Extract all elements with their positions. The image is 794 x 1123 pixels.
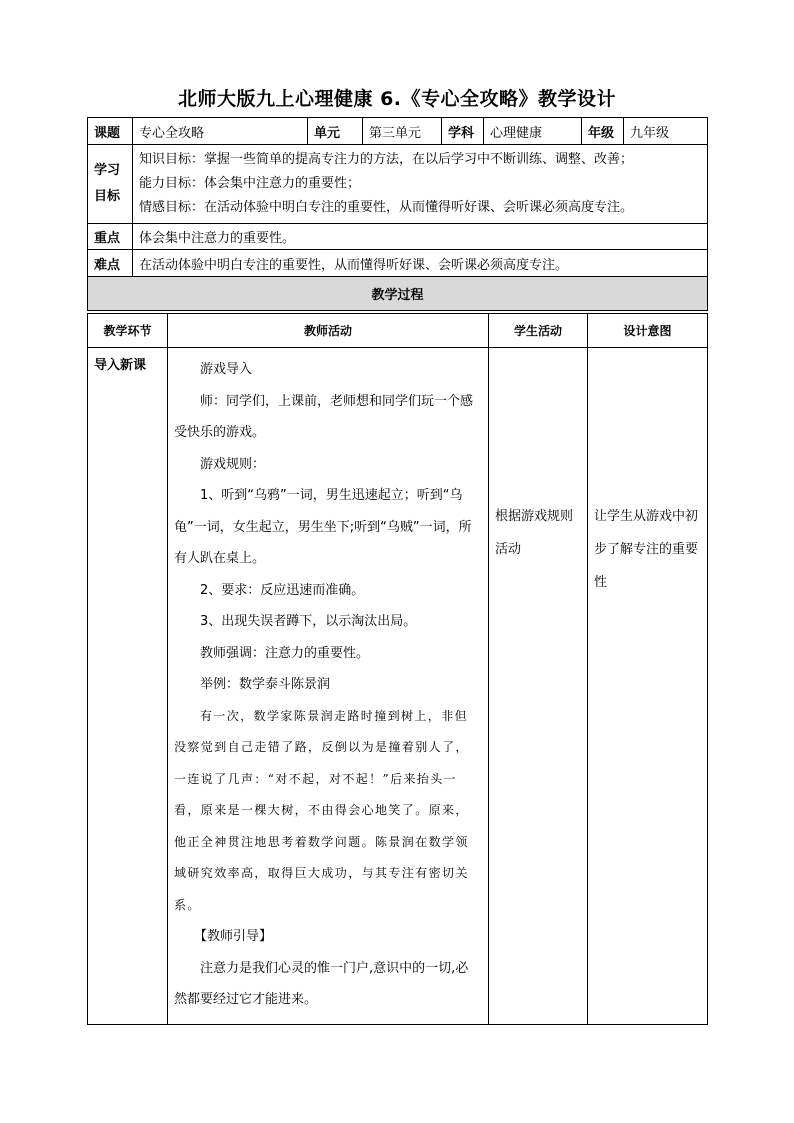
teacher-activity-cell [168, 348, 489, 1025]
teacher-greeting: 师：同学们，上课前，老师想和同学们玩一个感受快乐的游戏。 [174, 393, 474, 440]
emotion-goal: 情感目标：在活动体验中明白专注的重要性，从而懂得听好课、会听课必须高度专注。 [139, 200, 634, 215]
lesson-info-table [87, 117, 708, 311]
teacher-guide-text: 注意力是我们心灵的惟一门户,意识中的一切,必然都要经过它才能进来。 [174, 960, 469, 1007]
game-rules-title: 游戏规则： [200, 456, 266, 472]
student-activity-cell: 根据游戏规则活动 [489, 348, 588, 1025]
subject-label: 学科 [442, 118, 484, 145]
teacher-emphasis: 教师强调：注意力的重要性。 [200, 645, 370, 661]
goals-row [88, 145, 708, 224]
key-point-label: 重点 [88, 224, 133, 250]
difficulty-row [88, 250, 708, 277]
example-story: 有一次，数学家陈景润走路时撞到树上，非但没察觉到自己走错了路，反倒以为是撞着别人了，一连说了几声：“对不起，对不起！”后来抬头一看，原来是一棵大树，不由得会心地笑了。原来，他正全神贯注地思考着数学问题。陈景润在数学领域研究效率高，取得巨大成功，与其专注有密切关系。 [174, 708, 469, 912]
student-header: 学生活动 [489, 314, 588, 348]
grade-label: 年级 [582, 118, 624, 145]
stage-header: 教学环节 [88, 314, 168, 348]
teacher-guide-title: 【教师引导】 [194, 929, 273, 944]
process-table [87, 313, 708, 1025]
process-section-title: 教学过程 [88, 277, 708, 311]
stage-cell: 导入新课 [88, 348, 168, 1025]
goals-content [133, 145, 708, 224]
intent-header: 设计意图 [588, 314, 708, 348]
game-rule-1: 1、听到“乌鸦”一词，男生迅速起立；听到“乌龟”一词，女生起立，男生坐下;听到“乌贼”一词，所有人趴在桌上。 [174, 488, 472, 566]
grade-value: 九年级 [624, 118, 708, 145]
info-row [88, 118, 708, 145]
topic-value: 专心全攻略 [133, 118, 308, 145]
process-row [88, 348, 708, 1025]
key-point-row [88, 224, 708, 250]
topic-label: 课题 [88, 118, 133, 145]
key-point-text: 体会集中注意力的重要性。 [133, 224, 708, 250]
unit-value: 第三单元 [363, 118, 442, 145]
goals-label [88, 145, 133, 224]
design-intent-cell: 让学生从游戏中初步了解专注的重要性 [588, 348, 708, 1025]
difficulty-text: 在活动体验中明白专注的重要性，从而懂得听好课、会听课必须高度专注。 [133, 250, 708, 277]
process-header-row [88, 314, 708, 348]
goals-label-line2: 目标 [94, 189, 121, 204]
ability-goal: 能力目标：体会集中注意力的重要性； [139, 176, 361, 191]
teacher-header: 教师活动 [168, 314, 489, 348]
game-rule-3: 3、出现失误者蹲下，以示淘汰出局。 [200, 614, 417, 629]
process-title-row [88, 277, 708, 311]
page-title: 北师大版九上心理健康 6.《专心全攻略》教学设计 [177, 88, 617, 110]
knowledge-goal: 知识目标：掌握一些简单的提高专注力的方法，在以后学习中不断训练、调整、改善； [139, 152, 634, 167]
goals-label-line1: 学习 [94, 163, 121, 178]
game-intro: 游戏导入 [200, 362, 253, 377]
game-rule-2: 2、要求：反应迅速而准确。 [200, 582, 365, 598]
example-title: 举例：数学泰斗陈景润 [200, 677, 331, 692]
difficulty-label: 难点 [88, 250, 133, 277]
unit-label: 单元 [308, 118, 363, 145]
subject-value: 心理健康 [484, 118, 582, 145]
